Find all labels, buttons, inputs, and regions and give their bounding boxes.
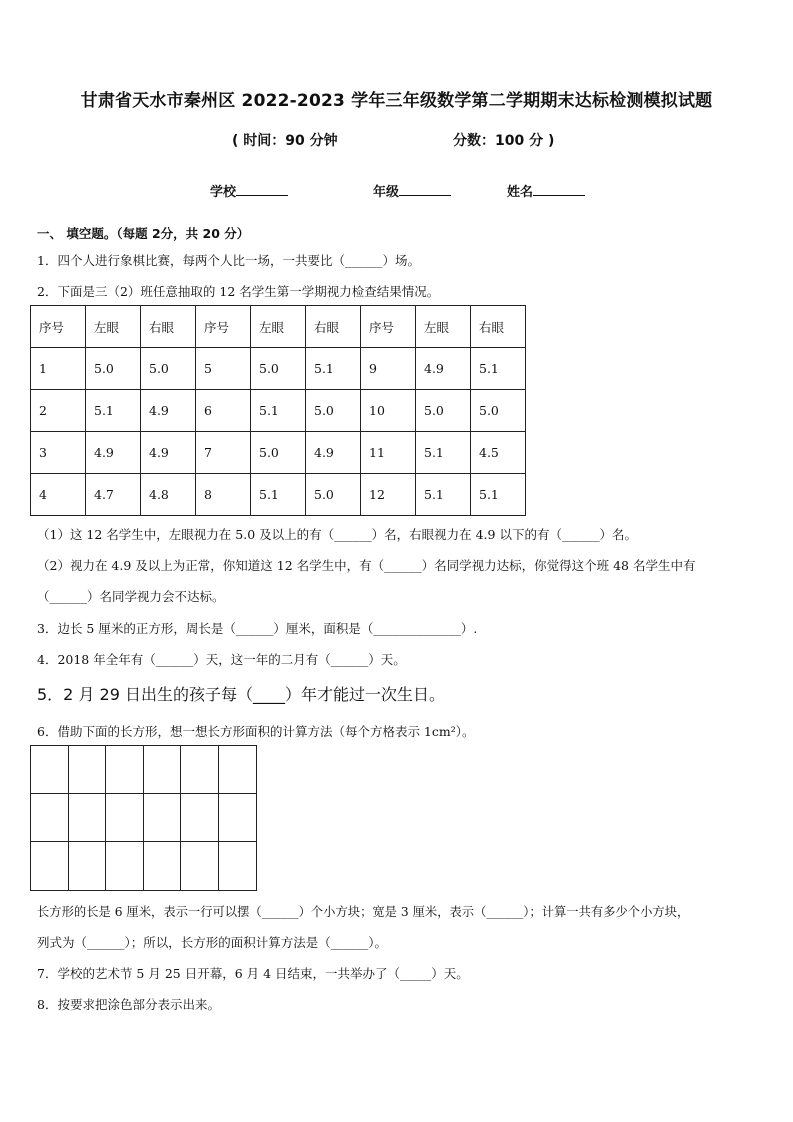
table-header-cell: 右眼 <box>306 306 361 348</box>
grid-cell <box>31 794 69 842</box>
table-cell: 4.9 <box>141 390 196 432</box>
grid-cell <box>31 842 69 890</box>
table-cell: 2 <box>31 390 86 432</box>
table-cell: 5.0 <box>251 432 306 474</box>
exam-time: ( 时间：90 分钟 <box>232 133 338 149</box>
table-cell: 5.1 <box>306 348 361 390</box>
table-cell: 5.0 <box>471 390 526 432</box>
grid-cell <box>144 842 182 890</box>
table-cell: 5.1 <box>86 390 141 432</box>
grid-cell <box>106 746 144 794</box>
question-6: 6．借助下面的长方形，想一想长方形面积的计算方法（每个方格表示 1cm²）。 <box>37 724 475 739</box>
table-cell: 3 <box>31 432 86 474</box>
table-header-cell: 右眼 <box>471 306 526 348</box>
table-row <box>31 432 526 474</box>
table-cell: 5.1 <box>471 348 526 390</box>
table-cell: 5.1 <box>416 432 471 474</box>
grid-cell <box>181 794 219 842</box>
question-2-part-2a: （2）视力在 4.9 及以上为正常，你知道这 12 名学生中，有（______）名同学视力达标，你觉得这个班 48 名学生中有 <box>37 558 696 573</box>
grid-cell <box>181 746 219 794</box>
table-cell: 5.0 <box>306 390 361 432</box>
grid-cell <box>144 794 182 842</box>
grid-cell <box>106 794 144 842</box>
exam-score: 分数：100 分 ) <box>453 133 555 149</box>
question-7: 7．学校的艺术节 5 月 25 日开幕，6 月 4 日结束，一共举办了（_____）天。 <box>37 966 469 981</box>
grade-blank[interactable] <box>399 183 451 196</box>
table-cell: 4.9 <box>141 432 196 474</box>
grid-cell <box>219 746 257 794</box>
grade-label: 年级 <box>373 185 400 200</box>
table-cell: 12 <box>361 474 416 516</box>
table-cell: 4.9 <box>86 432 141 474</box>
table-row <box>31 348 526 390</box>
grid-cell <box>69 842 107 890</box>
table-cell: 5.0 <box>141 348 196 390</box>
grid-cell <box>69 746 107 794</box>
school-blank[interactable] <box>236 183 288 196</box>
vision-table <box>30 305 526 516</box>
question-6-part-b: 列式为（______）；所以，长方形的面积计算方法是（______）。 <box>37 935 388 950</box>
table-cell: 11 <box>361 432 416 474</box>
table-cell: 5.1 <box>251 474 306 516</box>
table-header-cell: 左眼 <box>251 306 306 348</box>
table-cell: 5.1 <box>471 474 526 516</box>
question-2: 2．下面是三（2）班任意抽取的 12 名学生第一学期视力检查结果情况。 <box>37 284 440 299</box>
grid-cell <box>219 842 257 890</box>
table-header-row <box>31 306 526 348</box>
name-label: 姓名 <box>507 185 534 200</box>
table-cell: 4.5 <box>471 432 526 474</box>
grid-cell <box>69 794 107 842</box>
table-header-cell: 左眼 <box>86 306 141 348</box>
table-cell: 5.1 <box>251 390 306 432</box>
table-cell: 4 <box>31 474 86 516</box>
page-title: 甘肃省天水市秦州区 2022-2023 学年三年级数学第二学期期末达标检测模拟试题 <box>80 91 713 111</box>
section-heading: 一、 填空题。（每题 2分，共 20 分） <box>37 226 250 241</box>
question-5: 5．2 月 29 日出生的孩子每（____）年才能过一次生日。 <box>37 685 445 704</box>
question-2-part-1: （1）这 12 名学生中，左眼视力在 5.0 及以上的有（______）名，右眼视力在 4.9 以下的有（______）名。 <box>37 527 637 542</box>
table-cell: 6 <box>196 390 251 432</box>
grid-cell <box>31 746 69 794</box>
question-2-part-2b: （______）名同学视力会不达标。 <box>37 589 225 604</box>
table-cell: 7 <box>196 432 251 474</box>
grade-field[interactable] <box>373 181 451 200</box>
rectangle-grid <box>30 745 257 891</box>
table-cell: 5.0 <box>251 348 306 390</box>
table-cell: 4.8 <box>141 474 196 516</box>
grid-cell <box>144 746 182 794</box>
table-cell: 8 <box>196 474 251 516</box>
table-cell: 4.7 <box>86 474 141 516</box>
grid-cell <box>219 794 257 842</box>
grid-cell <box>106 842 144 890</box>
table-cell: 5.0 <box>416 390 471 432</box>
table-cell: 1 <box>31 348 86 390</box>
table-cell: 5.1 <box>416 474 471 516</box>
school-label: 学校 <box>210 185 237 200</box>
table-cell: 5.0 <box>86 348 141 390</box>
name-field[interactable] <box>507 181 585 200</box>
table-header-cell: 序号 <box>361 306 416 348</box>
table-cell: 4.9 <box>306 432 361 474</box>
name-blank[interactable] <box>533 183 585 196</box>
table-header-cell: 左眼 <box>416 306 471 348</box>
table-cell: 9 <box>361 348 416 390</box>
table-header-cell: 序号 <box>196 306 251 348</box>
school-field[interactable] <box>210 181 288 200</box>
table-row <box>31 474 526 516</box>
question-1: 1．四个人进行象棋比赛，每两个人比一场，一共要比（______）场。 <box>37 253 420 268</box>
table-cell: 5 <box>196 348 251 390</box>
question-4: 4．2018 年全年有（______）天，这一年的二月有（______）天。 <box>37 652 406 667</box>
table-header-cell: 序号 <box>31 306 86 348</box>
question-6-part-a: 长方形的长是 6 厘米，表示一行可以摆（______）个小方块；宽是 3 厘米，表示（______）；计算一共有多少个小方块， <box>37 905 690 919</box>
table-cell: 4.9 <box>416 348 471 390</box>
question-3: 3．边长 5 厘米的正方形，周长是（______）厘米，面积是（______________）. <box>37 621 478 636</box>
question-8: 8．按要求把涂色部分表示出来。 <box>37 997 220 1012</box>
table-header-cell: 右眼 <box>141 306 196 348</box>
table-row <box>31 390 526 432</box>
table-cell: 5.0 <box>306 474 361 516</box>
table-cell: 10 <box>361 390 416 432</box>
grid-cell <box>181 842 219 890</box>
